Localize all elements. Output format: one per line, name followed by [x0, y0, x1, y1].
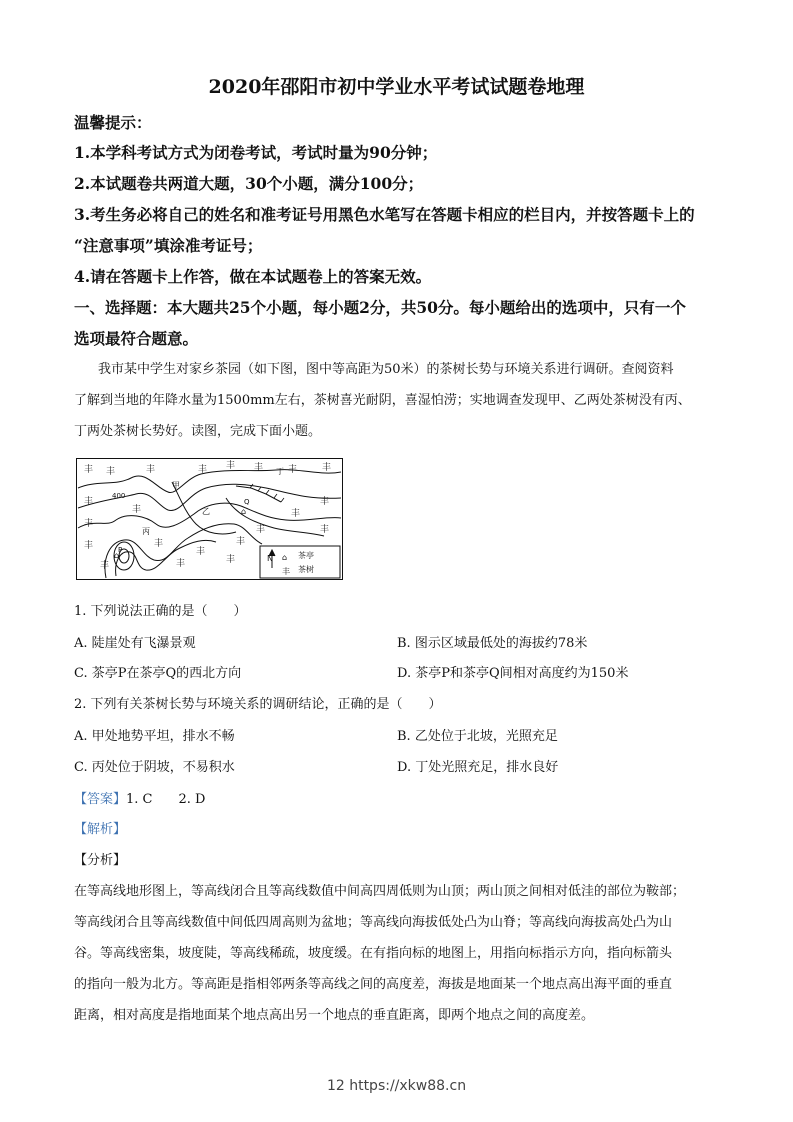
tea-tree-icon: 丰: [226, 461, 236, 471]
tea-tree-icon: 丰: [198, 465, 208, 475]
intro-text: 丁两处茶树长势好。读图，完成下面小题。: [74, 424, 322, 439]
question-2-stem: 2. 下列有关茶树长势与环境关系的调研结论，正确的是（ ）: [74, 697, 442, 712]
q1-option-d: D. 茶亭P和茶亭Q间相对高度约为150米: [397, 666, 629, 681]
page-title: 2020年邵阳市初中学业水平考试试题卷地理: [208, 76, 585, 98]
map-label-q: Q: [244, 498, 250, 506]
analysis-text: 的指向一般为北方。等高距是指相邻两条等高线之间的高度差，海拔是地面某一个地点高出海平面的垂直: [74, 977, 673, 992]
tea-tree-icon: 丰: [84, 465, 94, 475]
q2-option-a: A. 甲处地势平坦，排水不畅: [74, 729, 235, 744]
tea-tree-icon: 丰: [322, 463, 332, 473]
section-heading: 一、选择题：本大题共25个小题，每小题2分，共50分。每小题给出的选项中，只有一个: [74, 298, 686, 317]
map-label-bing: 丙: [142, 527, 150, 536]
analysis-text: 谷。等高线密集，坡度陡，等高线稀疏，坡度缓。在有指向标的地图上，用指向标指示方向，指向标箭头: [74, 946, 673, 961]
tea-tree-icon: 丰: [254, 463, 264, 473]
map-elev-label: 400: [112, 492, 126, 500]
analysis-text: 在等高线地形图上，等高线闭合且等高线数值中间高四周低则为山顶；两山顶之间相对低洼的部位为鞍部；: [74, 884, 686, 899]
intro-text: 我市某中学生对家乡茶园（如下图，图中等高距为50米）的茶树长势与环境关系进行调研。查阅资料: [98, 362, 674, 377]
tea-tree-icon: 丰: [176, 559, 186, 569]
tea-tree-icon: 丰: [154, 539, 164, 549]
legend-pavilion-label: 茶亭: [298, 551, 314, 560]
q1-option-a: A. 陡崖处有飞瀑景观: [74, 636, 196, 651]
analysis-text: 等高线闭合且等高线数值中间低四周高则为盆地；等高线向海拔低处凸为山脊；等高线向海拔高处凸为山: [74, 915, 673, 930]
tea-tree-icon: 丰: [226, 555, 236, 565]
tea-tree-icon: 丰: [84, 541, 94, 551]
tea-tree-icon: 丰: [288, 465, 298, 475]
tip-item: 4.请在答题卡上作答，做在本试题卷上的答案无效。: [74, 267, 432, 286]
q2-option-c: C. 丙处位于阴坡，不易积水: [74, 760, 235, 775]
page-footer: 12 https://xkw88.cn: [326, 1078, 467, 1094]
tea-tree-icon: 丰: [256, 525, 266, 535]
legend-tree-label: 茶树: [298, 565, 314, 574]
map-label-ding: 丁: [276, 467, 284, 476]
tip-item: 1.本学科考试方式为闭卷考试，考试时量为90分钟；: [74, 143, 438, 162]
tea-tree-icon: 丰: [320, 525, 330, 535]
answer-tag: 【答案】: [74, 792, 127, 807]
tip-item: “注意事项”填涂准考证号；: [74, 236, 263, 255]
map-label-yi: 乙: [202, 507, 210, 516]
map-label-jia: 甲: [172, 481, 180, 490]
tea-tree-icon: 丰: [320, 497, 330, 507]
answer-text: 1. C 2. D: [126, 792, 206, 807]
q2-option-b: B. 乙处位于北坡，光照充足: [397, 729, 558, 744]
q1-option-c: C. 茶亭P在茶亭Q的西北方向: [74, 666, 242, 681]
pavilion-p-icon: ⌂: [114, 551, 120, 560]
north-label: N: [267, 554, 273, 563]
tea-tree-legend-icon: 丰: [282, 567, 290, 576]
intro-text: 了解到当地的年降水量为1500mm左右，茶树喜光耐阴，喜湿怕涝；实地调查发现甲、乙两处茶树没有丙、: [74, 393, 691, 408]
tea-tree-icon: 丰: [132, 505, 142, 515]
q1-option-b: B. 图示区域最低处的海拔约78米: [397, 636, 588, 651]
tea-tree-icon: 丰: [84, 519, 94, 529]
tip-item: 3.考生务必将自己的姓名和准考证号用黑色水笔写在答题卡相应的栏目内，并按答题卡上的: [74, 205, 695, 224]
map-label-p: P: [118, 546, 123, 554]
pavilion-legend-icon: ⌂: [282, 553, 288, 562]
tea-tree-icon: 丰: [146, 465, 156, 475]
tea-tree-icon: 丰: [84, 497, 94, 507]
tea-tree-icon: 丰: [100, 561, 110, 571]
fenxi-tag: 【分析】: [74, 853, 127, 868]
question-1-stem: 1. 下列说法正确的是（ ）: [74, 604, 247, 619]
tips-heading: 温馨提示：: [74, 113, 152, 132]
contour-map: [76, 458, 343, 580]
section-heading-cont: 选项最符合题意。: [74, 329, 199, 348]
tea-tree-icon: 丰: [291, 509, 301, 519]
tea-tree-icon: 丰: [196, 547, 206, 557]
tip-item: 2.本试题卷共两道大题，30个小题，满分100分；: [74, 174, 424, 193]
analysis-text: 距离，相对高度是指地面某个地点高出另一个地点的垂直距离，即两个地点之间的高度差。: [74, 1008, 595, 1023]
pavilion-q-icon: ⌂: [241, 507, 247, 516]
analysis-tag: 【解析】: [74, 822, 127, 837]
tea-tree-icon: 丰: [236, 537, 246, 547]
tea-tree-icon: 丰: [106, 467, 116, 477]
answer-line: [74, 788, 205, 807]
q2-option-d: D. 丁处光照充足，排水良好: [397, 760, 559, 775]
